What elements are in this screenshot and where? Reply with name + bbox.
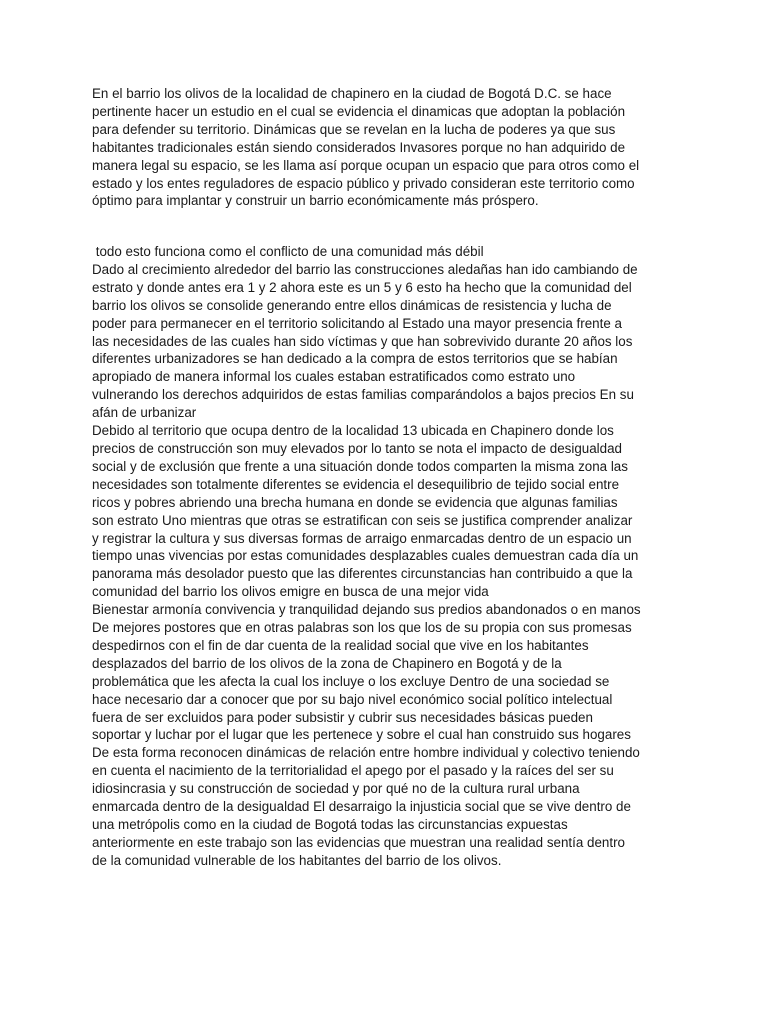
- body-paragraph-line: diferentes urbanizadores se han dedicado a la compra de estos territorios que se habían: [92, 351, 618, 367]
- body-paragraph-line: hace necesario dar a conocer que por su bajo nivel económico social político intelectual: [92, 691, 613, 707]
- intro-paragraph-line: En el barrio los olivos de la localidad de chapinero en la ciudad de Bogotá D.C. se hace: [92, 86, 612, 101]
- body-paragraph-line: apropiado de manera informal los cuales estaban estratificados como estrato uno: [92, 369, 576, 385]
- body-paragraph-line: enmarcada dentro de la desigualdad El desarraigo la injusticia social que se vive dentro de: [92, 799, 631, 815]
- body-paragraph-line: idiosincrasia y su construcción de sociedad y por qué no de la cultura rural urbana: [92, 781, 580, 797]
- intro-paragraph-line: manera legal su espacio, se les llama así porque ocupan un espacio que para otros como el: [92, 157, 640, 173]
- body-paragraph-line: soportar y luchar por el lugar que les pertenece y sobre el cual han construido sus hogares: [92, 727, 631, 743]
- body-paragraph-line: precios de construcción son muy elevados por lo tanto se nota el impacto de desigualdad: [92, 440, 622, 456]
- body-paragraph-line: De esta forma reconocen dinámicas de relación entre hombre individual y colectivo teniendo: [92, 745, 640, 761]
- intro-paragraph-line: habitantes tradicionales están siendo considerados Invasores porque no han adquirido de: [92, 139, 626, 155]
- intro-paragraph-line: para defender su territorio. Dinámicas que se revelan en la lucha de poderes ya que sus: [92, 121, 616, 137]
- body-paragraph-line: son estrato Uno mientras que otras se estratifican con seis se justifica comprender analizar: [92, 512, 633, 528]
- body-paragraph-line: De mejores postores que en otras palabras son los que los de su propia con sus promesas: [92, 620, 632, 636]
- body-paragraph-line: en cuenta el nacimiento de la territorialidad el apego por el pasado y la raíces del ser su: [92, 763, 614, 779]
- body-paragraph-line: Dado al crecimiento alrededor del barrio las construcciones aledañas han ido cambiando de: [92, 261, 638, 277]
- body-paragraph-line: Bienestar armonía convivencia y tranquilidad dejando sus predios abandonados o en manos: [92, 602, 641, 618]
- body-paragraph-line: tiempo unas vivencias por estas comunidades desplazables cuales demuestran cada día un: [92, 548, 639, 564]
- body-paragraph-line: poder para permanecer en el territorio solicitando al Estado una mayor presencia frente a: [92, 315, 622, 331]
- body-paragraph-line: de la comunidad vulnerable de los habitantes del barrio de los olivos.: [92, 852, 502, 868]
- body-paragraph-line: y registrar la cultura y sus diversas formas de arraigo enmarcadas dentro de un espacio un: [92, 530, 632, 546]
- body-paragraph-line: fuera de ser excluidos para poder subsistir y cubrir sus necesidades básicas pueden: [92, 709, 593, 725]
- intro-paragraph-line: óptimo para implantar y construir un barrio económicamente más próspero.: [92, 193, 539, 209]
- body-paragraph-line: despedirnos con el fin de dar cuenta de la realidad social que vive en los habitantes: [92, 637, 589, 653]
- body-paragraph-line: todo esto funciona como el conflicto de una comunidad más débil: [92, 244, 484, 259]
- body-paragraph-line: ricos y pobres abriendo una brecha humana en donde se evidencia que algunas familias: [92, 494, 618, 510]
- body-paragraph-line: comunidad del barrio los olivos emigre en busca de una mejor vida: [92, 584, 489, 600]
- body-paragraph-line: afán de urbanizar: [92, 405, 197, 421]
- body-paragraph-line: anteriormente en este trabajo son las evidencias que muestran una realidad sentía dentro: [92, 834, 625, 850]
- intro-paragraph-line: estado y los entes reguladores de espacio público y privado consideran este territorio como: [92, 175, 635, 191]
- intro-paragraph-line: pertinente hacer un estudio en el cual se evidencia el dinamicas que adoptan la población: [92, 103, 626, 119]
- body-paragraph-line: problemática que les afecta la cual los incluye o los excluye Dentro de una sociedad se: [92, 673, 610, 689]
- body-text: [92, 243, 692, 870]
- body-paragraph-line: desplazados del barrio de los olivos de la zona de Chapinero en Bogotá y de la: [92, 655, 562, 671]
- intro-paragraph: [92, 85, 692, 210]
- body-paragraph-line: vulnerando los derechos adquiridos de estas familias comparándolos a bajos precios En su: [92, 387, 634, 403]
- body-paragraph-line: necesidades son totalmente diferentes se evidencia el desequilibrio de tejido social entre: [92, 476, 620, 492]
- body-paragraph-line: Debido al territorio que ocupa dentro de la localidad 13 ubicada en Chapinero donde los: [92, 423, 614, 439]
- body-paragraph-line: una metrópolis como en la ciudad de Bogotá todas las circunstancias expuestas: [92, 817, 568, 832]
- body-paragraph-line: estrato y donde antes era 1 y 2 ahora este es un 5 y 6 esto ha hecho que la comunidad del: [92, 279, 632, 295]
- body-paragraph-line: social y de exclusión que frente a una situación donde todos comparten la misma zona las: [92, 458, 628, 474]
- body-paragraph-line: barrio los olivos se consolide generando entre ellos dinámicas de resistencia y lucha de: [92, 297, 612, 313]
- body-paragraph-line: panorama más desolador puesto que las diferentes circunstancias han contribuido a que la: [92, 566, 633, 582]
- body-paragraph-line: las necesidades de las cuales han sido víctimas y que han sobrevivido durante 20 años los: [92, 333, 633, 349]
